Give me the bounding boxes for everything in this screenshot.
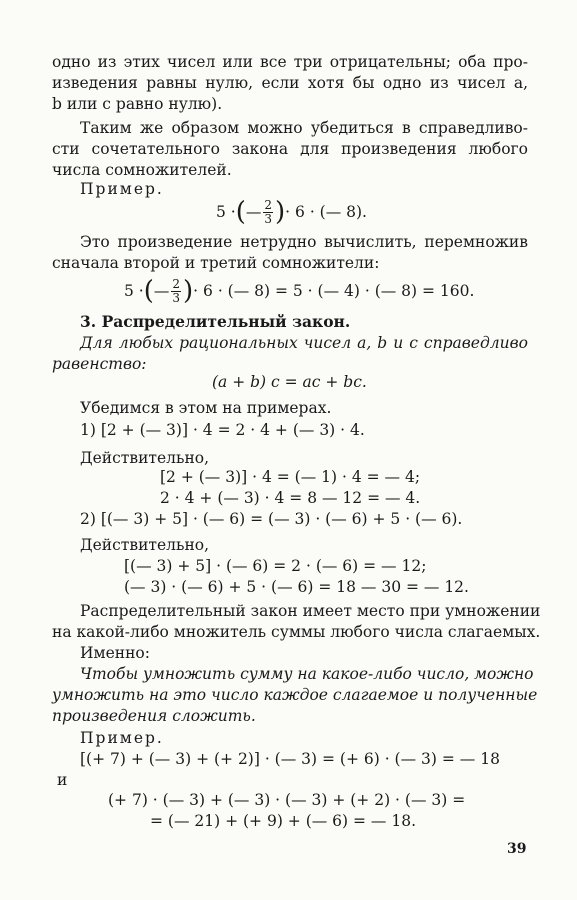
formula-line: = (— 21) + (+ 9) + (— 6) = — 18. — [150, 812, 417, 830]
paren-close: ) — [183, 276, 194, 306]
fraction — [171, 278, 181, 305]
formula-part: 5 · — [124, 282, 144, 300]
section-heading: 3. Распределительный закон. — [80, 312, 351, 331]
calc-line: 2 · 4 + (— 3) · 4 = 8 — 12 = — 4. — [160, 489, 421, 507]
text-line: изведения равны нулю, если хотя бы одно из чисел a, — [52, 74, 528, 92]
formula-line: (+ 7) · (— 3) + (— 3) · (— 3) + (+ 2) · (— 3) = — [108, 791, 466, 809]
page-number: 39 — [507, 841, 527, 857]
text-line: равенство: — [52, 355, 147, 373]
text-line: Именно: — [80, 644, 150, 662]
fraction-numerator: 2 — [172, 276, 181, 291]
fraction-denominator: 3 — [264, 211, 273, 226]
text-line: Действительно, — [80, 449, 210, 467]
fraction — [263, 199, 273, 226]
formula-example-1 — [216, 198, 367, 226]
text-line: сначала второй и третий сомножители: — [52, 254, 380, 272]
text-line: Распределительный закон имеет место при умножении — [80, 602, 541, 620]
text-line: сти сочетательного закона для произведения любого — [52, 140, 528, 158]
formula-part: · 6 · (— 8) = 5 · (— 4) · (— 8) = 160. — [193, 282, 475, 300]
text-line: b или c равно нулю). — [52, 95, 223, 113]
text-line: произведения сложить. — [52, 707, 256, 725]
text-line: умножить на это число каждое слагаемое и полученные — [52, 686, 538, 704]
example-label: Пример. — [80, 180, 164, 198]
example-label: Пример. — [80, 729, 164, 747]
text-line: и — [57, 771, 68, 789]
text-line: Для любых рациональных чисел a, b и c справедливо — [80, 334, 528, 352]
paren-open: ( — [235, 197, 246, 227]
text-line: на какой-либо множитель суммы любого числа слагаемых. — [52, 623, 541, 641]
example-1: 1) [2 + (— 3)] · 4 = 2 · 4 + (— 3) · 4. — [80, 421, 365, 439]
text-line: Это произведение нетрудно вычислить, перемножив — [80, 233, 528, 251]
text-line: числа сомножителей. — [52, 161, 232, 179]
text-line: Убедимся в этом на примерах. — [80, 399, 332, 417]
formula-line: [(+ 7) + (— 3) + (+ 2)] · (— 3) = (+ 6) · (— 3) = — 18 — [80, 750, 500, 768]
text-line: Действительно, — [80, 536, 210, 554]
text-line: Чтобы умножить сумму на какое-либо число, можно — [80, 665, 534, 683]
law-formula: (a + b) c = ac + bc. — [212, 373, 367, 391]
example-2: 2) [(— 3) + 5] · (— 6) = (— 3) · (— 6) + 5 · (— 6). — [80, 510, 463, 528]
calc-line: [2 + (— 3)] · 4 = (— 1) · 4 = — 4; — [160, 468, 421, 486]
fraction-denominator: 3 — [172, 290, 181, 305]
formula-eq-1 — [124, 276, 474, 306]
calc-line: [(— 3) + 5] · (— 6) = 2 · (— 6) = — 12; — [124, 557, 427, 575]
paren-open: ( — [143, 276, 154, 306]
calc-line: (— 3) · (— 6) + 5 · (— 6) = 18 — 30 = — 12. — [124, 578, 469, 596]
formula-part: — — [153, 282, 170, 300]
formula-part: · 6 · (— 8). — [285, 203, 367, 221]
formula-part: — — [245, 203, 262, 221]
paren-close: ) — [275, 197, 286, 227]
fraction-numerator: 2 — [264, 197, 273, 212]
formula-part: 5 · — [216, 203, 236, 221]
text-line: одно из этих чисел или все три отрицательны; оба про- — [52, 53, 528, 71]
text-line: Таким же образом можно убедиться в справедливо- — [80, 119, 528, 137]
